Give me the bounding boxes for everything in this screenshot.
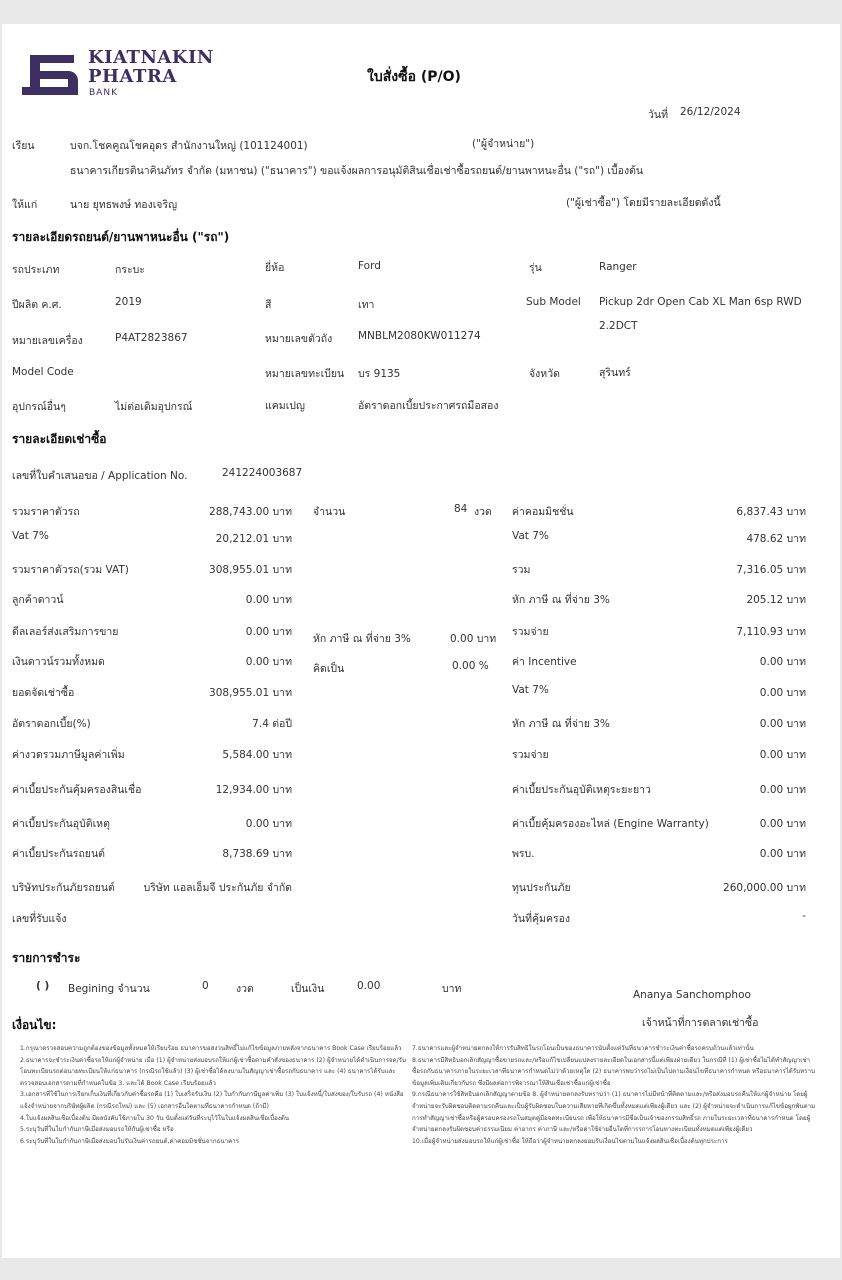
application-label: เลขที่ใบคำเสนอขอ / Application No.	[12, 470, 188, 482]
conditions-left-column	[20, 1043, 406, 1147]
vehicle-color-label: สี	[265, 299, 272, 311]
notice-text: ธนาคารเกียรตินาคินภัทร จำกัด (มหาชน) ("ธนาคาร") ขอแจ้งผลการอนุมัติสินเชื่อเช่าซื้อรถยนต์/ยานพาหนะอื่น ("รถ") เบื้องต้น	[70, 165, 644, 177]
vehicle-type-label: รถประเภท	[12, 264, 60, 276]
left-row-value: 20,212.01 บาท	[215, 533, 292, 545]
right-row-label: หัก ภาษี ณ ที่จ่าย 3%	[512, 594, 610, 606]
right-row-value: 0.00 บาท	[759, 687, 806, 699]
right-row-label: รวมจ่าย	[512, 626, 549, 638]
vehicle-accessory-value: ไม่ต่อเติมอุปกรณ์	[115, 401, 193, 413]
left-row-label: เลขที่รับแจ้ง	[12, 913, 67, 925]
right-row-label: หัก ภาษี ณ ที่จ่าย 3%	[512, 718, 610, 730]
left-row-value: 0.00 บาท	[245, 656, 292, 668]
right-row-label: ค่า Incentive	[512, 656, 577, 668]
payment-unit: งวด	[236, 983, 254, 995]
percent-label: คิดเป็น	[313, 663, 345, 675]
for-role: ("ผู้เช่าซื้อ") โดยมีรายละเอียดดังนี้	[566, 197, 721, 209]
condition-item: 8.ธนาคารมีสิทธิบอกเลิกสัญญาซื้อขายรถและ/หรือแก้ไขเปลี่ยนแปลงรายละเอียดในเอกสารนี้แต่เพียงฝ่ายเดียว ในกรณีที่ (1) ผู้เช่าซื้อไม่ได้ทำสัญญาเช่าซื้อรถกับธนาคารภายในระยะเวลาที่ธนาคารกำหนดไม่ว่าด้วยเหตุใด (2) ธนาคารพบว่ารถไม่เป็นไปตามเงื่อนไขที่ธนาคารกำหนด หรือธนาคารได้รับทราบข้อมูลเพิ่มเติมเกี่ยวกับรถ ซึ่งมีผลต่อการพิจารณาให้สินเชื่อเช่าซื้อแก่ผู้เช่าซื้อ	[412, 1056, 815, 1087]
bank-name-line2: PHATRA	[88, 66, 177, 87]
right-row-value: 0.00 บาท	[759, 848, 806, 860]
installments-unit: งวด	[474, 506, 492, 518]
condition-item: 4.ใบแจ้งผลสินเชื่อเบื้องต้น มีผลบังคับใช้ภายใน 30 วัน นับตั้งแต่วันที่ระบุไว้ในใบแจ้งผลสินเชื่อเบื้องต้น	[20, 1114, 290, 1122]
bottom-margin	[0, 1262, 842, 1280]
right-row-value: 0.00 บาท	[759, 718, 806, 730]
left-row-value: บริษัท แอลเอ็มจี ประกันภัย จำกัด	[143, 882, 292, 894]
dealer-wht-value: 0.00 บาท	[450, 633, 497, 645]
right-row-value: 7,110.93 บาท	[736, 626, 806, 638]
left-row-value: 288,743.00 บาท	[209, 506, 292, 518]
right-row-label: รวมจ่าย	[512, 749, 549, 761]
left-row-value: 7.4 ต่อปี	[252, 718, 292, 730]
right-row-label: วันที่คุ้มครอง	[512, 913, 571, 925]
condition-item: 7.ธนาคารและผู้จำหน่ายตกลงให้การรับสิทธิในรถโอนเป็นของธนาคารนับตั้งแต่วันที่ธนาคารชำระเงินค่าซื้อรถครบถ้วนแล้วเท่านั้น	[412, 1045, 754, 1052]
vehicle-year-label: ปีผลิต ค.ศ.	[12, 299, 62, 311]
conditions-heading: เงื่อนไข:	[12, 1018, 57, 1032]
date-value: 26/12/2024	[680, 106, 741, 118]
left-row-label: ยอดจัดเช่าซื้อ	[12, 687, 75, 699]
to-role: ("ผู้จำหน่าย")	[472, 138, 535, 150]
left-row-label: Vat 7%	[12, 530, 49, 542]
vehicle-submodel-value-1: Pickup 2dr Open Cab XL Man 6sp RWD	[599, 296, 802, 308]
left-row-label: อัตราดอกเบี้ย(%)	[12, 718, 91, 730]
page-title: ใบสั่งซื้อ (P/O)	[367, 69, 461, 85]
left-row-value: 308,955.01 บาท	[209, 687, 292, 699]
right-row-value: 0.00 บาท	[759, 818, 806, 830]
left-row-label: ดีลเลอร์ส่งเสริมการขาย	[12, 626, 119, 638]
vehicle-model-label: รุ่น	[529, 262, 542, 274]
right-row-value: 0.00 บาท	[759, 784, 806, 796]
vehicle-campaign-label: แคมเปญ	[265, 400, 305, 412]
left-row-value: 308,955.01 บาท	[209, 564, 292, 576]
condition-item: 1.กรุณาตรวจสอบความถูกต้องของข้อมูลทั้งหมดให้เรียบร้อย ธนาคารขอสงวนสิทธิ์ไม่แก้ไขข้อมูลภายหลังจากธนาคาร Book Case เรียบร้อยแล้ว	[20, 1045, 402, 1052]
right-row-value: 205.12 บาท	[746, 594, 806, 606]
vehicle-chassis-value: MNBLM2080KW011274	[358, 330, 481, 342]
condition-item: 9.กรณีธนาคารใช้สิทธิบอกเลิกสัญญาตามข้อ 8. ผู้จำหน่ายตกลงรับทราบว่า (1) ธนาคารไม่มีหน้าที่ติดตามและ/หรือส่งมอบรถคืนให้แก่ผู้จำหน่าย โดยผู้จำหน่ายจะรับผิดชอบติดตามรถคืนและเป็นผู้รับผิดชอบในความเสียหายที่เกิดขึ้นทั้งหมดแต่เพียงผู้เดียว และ (2) ผู้จำหน่ายจะดำเนินการแก้ไขข้อผูกพันตามการทำสัญญาเช่าซื้อหรือผู้ครอบครองรถในสมุดคู่มือจดทะเบียนรถ เพื่อให้ธนาคารมีชื่อเป็นเจ้าของกรรมสิทธิ์รถ ภายในระยะเวลาที่ธนาคารกำหนด โดยผู้จำหน่ายตกลงรับผิดชอบค่าธรรมเนียม ค่าอากร ค่าภาษี และ/หรือค่าใช้จ่ายอื่นใดที่การรการโอนทางทะเบียนทั้งหมดแต่เพียงผู้เดียว	[412, 1091, 816, 1134]
bank-logo	[20, 47, 80, 99]
vehicle-engine-value: P4AT2823867	[115, 332, 188, 344]
vehicle-type-value: กระบะ	[115, 264, 145, 276]
right-row-value: -	[802, 910, 806, 922]
vehicle-submodel-value-2: 2.2DCT	[599, 320, 638, 332]
installments-value: 84	[454, 503, 468, 515]
right-row-value: 0.00 บาท	[759, 656, 806, 668]
dealer-wht-label: หัก ภาษี ณ ที่จ่าย 3%	[313, 633, 411, 645]
payment-amount-label: เป็นเงิน	[291, 983, 325, 995]
to-value: บจก.โชคคูณโชคอุดร สำนักงานใหญ่ (101124001)	[70, 140, 308, 152]
vehicle-chassis-label: หมายเลขตัวถัง	[265, 333, 333, 345]
payment-bracket: ( )	[36, 980, 50, 992]
vehicle-accessory-label: อุปกรณ์อื่นๆ	[12, 401, 66, 413]
left-row-label: ค่าเบี้ยประกันรถยนต์	[12, 848, 105, 860]
vehicle-brand-label: ยี่ห้อ	[265, 262, 285, 274]
vehicle-engine-label: หมายเลขเครื่อง	[12, 335, 83, 347]
payment-amount-value: 0.00	[357, 980, 381, 992]
condition-item: 6.ระบุวันที่ในใบกำกับภาษีเมื่อส่งมอบใบรับเงินค่ารถยนต์,ค่าคอมมิชชั่นจากธนาคาร	[20, 1137, 240, 1145]
conditions-right-column	[412, 1043, 816, 1147]
payment-currency: บาท	[442, 983, 462, 995]
right-row-label: ค่าคอมมิชชั่น	[512, 506, 574, 518]
vehicle-province-label: จังหวัด	[529, 368, 560, 380]
left-row-value: 0.00 บาท	[245, 626, 292, 638]
right-row-value: 6,837.43 บาท	[736, 506, 806, 518]
left-row-label: ค่างวดรวมภาษีมูลค่าเพิ่ม	[12, 749, 125, 761]
right-row-label: Vat 7%	[512, 530, 549, 542]
left-row-label: ค่าเบี้ยประกันคุ้มครองสินเชื่อ	[12, 784, 142, 796]
condition-item: 5.ระบุวันที่ในใบกำกับภาษีเมื่อส่งมอบรถให้กับผู้เช่าซื้อ หรือ	[20, 1126, 174, 1134]
right-row-label: Vat 7%	[512, 684, 549, 696]
right-row-value: 260,000.00 บาท	[723, 882, 806, 894]
condition-item: 3.เอกสารที่ใช้ในการเรียกเก็บเงินที่เกี่ยวกับค่าซื้อรถคือ (1) ใบเสร็จรับเงิน (2) ใบกำกับภาษีมูลค่าเพิ่ม (3) ใบแจ้งหนี้/ใบส่งของ/ใบรับรถ (4) หนังสือแจ้งจำหน่ายจากบริษัทผู้ผลิต (กรณีรถใหม่) และ (5) เอกสารอื่นใดตามที่ธนาคารกำหนด (ถ้ามี)	[20, 1091, 404, 1110]
left-row-label: รวมราคาตัวรถ	[12, 506, 80, 518]
left-row-value: 12,934.00 บาท	[215, 784, 292, 796]
right-row-label: ทุนประกันภัย	[512, 882, 571, 894]
right-row-label: ค่าเบี้ยคุ้มครองอะไหล่ (Engine Warranty)	[512, 818, 709, 830]
payment-begining-count: 0	[202, 980, 209, 992]
left-row-value: 0.00 บาท	[245, 594, 292, 606]
percent-value: 0.00 %	[452, 660, 489, 672]
application-value: 241224003687	[222, 467, 303, 479]
vehicle-campaign-value: อัตราดอกเบี้ยประกาศรถมือสอง	[358, 400, 499, 412]
vehicle-province-value: สุรินทร์	[599, 367, 631, 379]
vehicle-modelcode-label: Model Code	[12, 366, 74, 378]
installments-label: จำนวน	[313, 506, 346, 518]
payment-begining-label: Begining จำนวน	[68, 983, 150, 995]
right-row-label: ค่าเบี้ยประกันอุบัติเหตุระยะยาว	[512, 784, 651, 796]
left-row-label: รวมราคาตัวรถ(รวม VAT)	[12, 564, 129, 576]
bank-sub: BANK	[89, 88, 118, 98]
bank-name-line1: KIATNAKIN	[88, 47, 214, 68]
right-row-label: รวม	[512, 564, 531, 576]
condition-item: 10.เมื่อผู้จำหน่ายส่งมอบรถให้แก่ผู้เช่าซื้อ ให้ถือว่าผู้จำหน่ายตกลงยอมรับเงื่อนไขตามในแจ้งผลสินเชื่อเบื้องต้นทุกประการ	[412, 1137, 728, 1145]
right-row-value: 7,316.05 บาท	[736, 564, 806, 576]
condition-item: 2.ธนาคารจะชำระเงินค่าซื้อรถให้แก่ผู้จำหน่าย เมื่อ (1) ผู้จำหน่ายส่งมอบรถให้แก่ผู้เช่าซื้อตามคำสั่งของธนาคาร (2) ผู้จำหน่ายได้ดำเนินการจด/รับโอนทะเบียนรถต่อนายทะเบียนให้แก่ธนาคาร (กรณีรถใช้แล้ว) (3) ผู้เช่าซื้อได้ลงนามในสัญญาเช่าซื้อรถกับธนาคาร และ (4) ธนาคารได้รับและตรวจสอบเอกสารตามที่กำหนดในข้อ 3. และได้ Book Case เรียบร้อยแล้ว	[20, 1056, 406, 1087]
right-row-value: 478.62 บาท	[746, 533, 806, 545]
date-label: วันที่	[648, 109, 668, 121]
left-row-label: เงินดาวน์รวมทั้งหมด	[12, 656, 105, 668]
vehicle-plate-value: บร 9135	[358, 368, 401, 380]
to-label: เรียน	[12, 140, 35, 152]
for-label: ให้แก่	[12, 199, 38, 211]
vehicle-submodel-label: Sub Model	[526, 296, 581, 308]
vehicle-color-value: เทา	[358, 299, 375, 311]
purchase-order-document	[2, 24, 840, 1258]
vehicle-model-value: Ranger	[599, 261, 637, 273]
left-row-label: ค่าเบี้ยประกันอุบัติเหตุ	[12, 818, 110, 830]
left-row-label: บริษัทประกันภัยรถยนต์	[12, 882, 115, 894]
left-row-value: 0.00 บาท	[245, 818, 292, 830]
officer-title: เจ้าหน้าที่การตลาดเช่าซื้อ	[642, 1017, 759, 1029]
vehicle-brand-value: Ford	[358, 260, 381, 272]
vehicle-year-value: 2019	[115, 296, 142, 308]
right-row-value: 0.00 บาท	[759, 749, 806, 761]
lease-heading: รายละเอียดเช่าซื้อ	[12, 432, 107, 446]
payment-heading: รายการชำระ	[12, 951, 81, 965]
left-row-label: ลูกค้าดาวน์	[12, 594, 64, 606]
vehicle-heading: รายละเอียดรถยนต์/ยานพาหนะอื่น ("รถ")	[12, 230, 230, 244]
left-row-value: 5,584.00 บาท	[222, 749, 292, 761]
right-row-label: พรบ.	[512, 848, 535, 860]
left-row-value: 8,738.69 บาท	[222, 848, 292, 860]
for-value: นาย ยุทธพงษ์ ทองเจริญ	[70, 199, 178, 211]
bank-logo-icon	[20, 47, 80, 99]
vehicle-plate-label: หมายเลขทะเบียน	[265, 368, 345, 380]
officer-name: Ananya Sanchomphoo	[633, 989, 751, 1001]
